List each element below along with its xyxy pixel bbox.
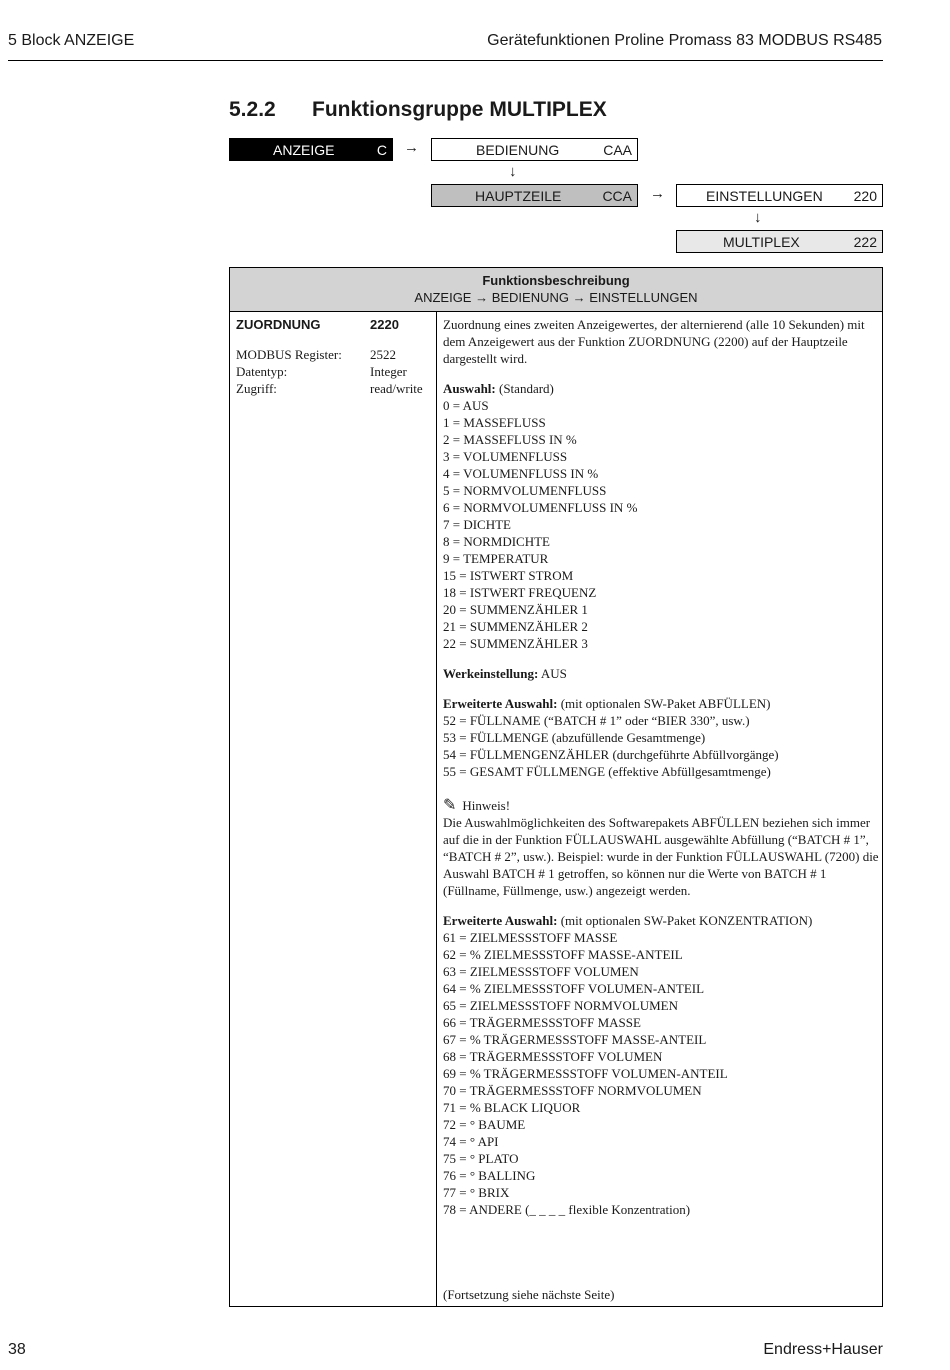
ext1-label: Erweiterte Auswahl: [443,696,558,711]
option-item: 69 = % TRÄGERMESSSTOFF VOLUMEN-ANTEIL [443,1066,728,1081]
page-number: 38 [8,1341,26,1358]
arrow-right-icon: → [650,185,665,202]
option-item: 54 = FÜLLMENGENZÄHLER (durchgeführte Abfüllvorgänge) [443,747,779,762]
nav-code: CCA [602,187,632,204]
hinweis-label: Hinweis! [462,798,511,813]
ext2-heading [443,912,879,929]
option-item: 75 = ° PLATO [443,1151,519,1166]
meta-label: Datentyp: [236,364,288,379]
meta-row [236,363,432,380]
option-item: 55 = GESAMT FÜLLMENGE (effektive Abfüllgesamtmenge) [443,764,771,779]
meta-value: read/write [370,381,423,396]
meta-value: Integer [370,364,407,379]
option-item: 78 = ANDERE (_ _ _ _ flexible Konzentration) [443,1202,691,1217]
meta-row [236,380,432,397]
nav-box-anzeige [229,138,393,161]
nav-box-hauptzeile [431,184,638,207]
nav-box-einstellungen [676,184,883,207]
section-title: Funktionsgruppe MULTIPLEX [312,98,607,121]
meta-value: 2522 [370,347,396,362]
table-header-title: Funktionsbeschreibung [482,273,630,288]
ext2-list [443,929,879,1218]
option-item: 74 = ° API [443,1134,499,1149]
pencil-icon: ✎ [443,797,457,814]
option-item: 9 = TEMPERATUR [443,551,549,566]
nav-label: HAUPTZEILE [475,187,562,204]
option-item: 72 = ° BAUME [443,1117,526,1132]
arrow-down-icon: ↓ [754,209,762,226]
nav-code: 222 [853,233,877,250]
nav-code: 220 [853,187,877,204]
option-item: 71 = % BLACK LIQUOR [443,1100,581,1115]
option-item: 61 = ZIELMESSSTOFF MASSE [443,930,618,945]
function-title-row [236,316,432,333]
option-item: 22 = SUMMENZÄHLER 3 [443,636,588,651]
section-number: 5.2.2 [229,98,276,121]
option-item: 18 = ISTWERT FREQUENZ [443,585,597,600]
werkeinstellung-value: AUS [540,666,567,681]
brand-logo-text: Endress+Hauser [763,1341,883,1358]
auswahl-label: Auswahl: [443,381,496,396]
function-code: 2220 [370,317,399,332]
auswahl-heading [443,380,879,397]
ext1-heading [443,695,879,712]
auswahl-note: (Standard) [499,381,554,396]
option-item: 0 = AUS [443,398,489,413]
nav-label: ANZEIGE [273,141,335,158]
werkeinstellung-label: Werkeinstellung: [443,666,539,681]
option-item: 15 = ISTWERT STROM [443,568,574,583]
function-description [443,316,879,1218]
option-item: 65 = ZIELMESSSTOFF NORMVOLUMEN [443,998,678,1013]
option-item: 70 = TRÄGERMESSSTOFF NORMVOLUMEN [443,1083,702,1098]
option-item: 77 = ° BRIX [443,1185,510,1200]
hinweis-heading [443,797,879,814]
nav-label: MULTIPLEX [723,233,800,250]
ext1-list [443,712,879,780]
table-header [230,268,882,312]
option-item: 1 = MASSEFLUSS [443,415,546,430]
option-item: 6 = NORMVOLUMENFLUSS IN % [443,500,638,515]
continuation-note: (Fortsetzung siehe nächste Seite) [443,1287,615,1302]
option-item: 21 = SUMMENZÄHLER 2 [443,619,588,634]
ext1-note: (mit optionalen SW-Paket ABFÜLLEN) [560,696,771,711]
option-item: 52 = FÜLLNAME (“BATCH # 1” oder “BIER 330”, usw.) [443,713,750,728]
option-item: 8 = NORMDICHTE [443,534,550,549]
werkeinstellung [443,665,879,682]
option-item: 20 = SUMMENZÄHLER 1 [443,602,588,617]
option-item: 4 = VOLUMENFLUSS IN % [443,466,599,481]
description-text: Zuordnung eines zweiten Anzeigewertes, der alternierend (alle 10 Sekunden) mit dem Anzeigewert aus der Funktion ZUORDNUNG (2200) auf der Hauptzeile dargestellt wird. [443,317,865,366]
nav-box-bedienung [431,138,638,161]
arrow-down-icon: ↓ [509,163,517,180]
ext2-note: (mit optionalen SW-Paket KONZENTRATION) [560,913,813,928]
option-item: 2 = MASSEFLUSS IN % [443,432,577,447]
meta-label: MODBUS Register: [236,347,342,362]
option-item: 7 = DICHTE [443,517,511,532]
function-name: ZUORDNUNG [236,317,321,332]
nav-box-multiplex [676,230,883,253]
arrow-right-icon: → [404,139,419,156]
option-item: 5 = NORMVOLUMENFLUSS [443,483,607,498]
ext2-label: Erweiterte Auswahl: [443,913,558,928]
option-item: 76 = ° BALLING [443,1168,536,1183]
option-item: 3 = VOLUMENFLUSS [443,449,568,464]
option-item: 66 = TRÄGERMESSSTOFF MASSE [443,1015,641,1030]
nav-code: CAA [603,141,632,158]
option-item: 63 = ZIELMESSSTOFF VOLUMEN [443,964,639,979]
function-table [229,267,883,1307]
option-item: 67 = % TRÄGERMESSSTOFF MASSE-ANTEIL [443,1032,707,1047]
nav-code: C [376,141,387,158]
header-rule [8,60,883,61]
option-item: 64 = % ZIELMESSSTOFF VOLUMEN-ANTEIL [443,981,705,996]
function-meta [236,316,432,397]
page-header-left: 5 Block ANZEIGE [8,32,135,49]
option-item: 62 = % ZIELMESSSTOFF MASSE-ANTEIL [443,947,683,962]
column-divider [436,311,437,1306]
meta-row [236,346,432,363]
nav-label: EINSTELLUNGEN [706,187,823,204]
nav-label: BEDIENUNG [476,141,560,158]
auswahl-list [443,397,879,652]
option-item: 68 = TRÄGERMESSSTOFF VOLUMEN [443,1049,663,1064]
hinweis-text: Die Auswahlmöglichkeiten des Softwarepakets ABFÜLLEN beziehen sich immer auf die in der Funktion FÜLLAUSWAHL ausgewählte Abfüllung (“BATCH # 1”, “BATCH # 2”, usw.). Beispiel: wurde in der Funktion FÜLLAUSWAHL (7200) die Auswahl BATCH # 1 getroffen, so können nur die Werte von BATCH # 1 (Füllname, Füllmenge, usw.) angezeigt werden. [443,815,879,898]
meta-label: Zugriff: [236,381,277,396]
page-header-right: Gerätefunktionen Proline Promass 83 MODBUS RS485 [487,32,882,49]
option-item: 53 = FÜLLMENGE (abzufüllende Gesamtmenge) [443,730,706,745]
table-header-path: ANZEIGE → BEDIENUNG → EINSTELLUNGEN [414,290,698,305]
